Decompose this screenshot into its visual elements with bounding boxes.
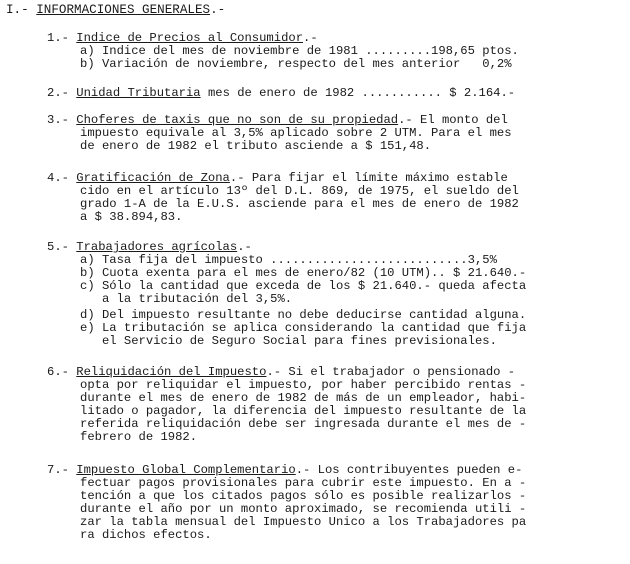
item-title-tail: mes de enero de 1982 ........... $ 2.164.- [200,86,516,100]
item-number: 2.- [47,86,69,100]
item-5-line-c-cont: a la tributación del 3,5%. [80,292,293,306]
item-title-tail: .- El monto del [398,113,508,127]
heading-title: INFORMACIONES GENERALES [36,3,211,17]
item-7-line: zar la tabla mensual del Impuesto Unico a los Trabajadores pa [80,515,527,529]
item-6-line: litado o pagador, la diferencia del impuesto resultante de la [80,404,527,418]
item-title: Impuesto Global Complementario [76,463,296,477]
item-5-line-b: b) Cuota exenta para el mes de enero/82 (10 UTM).. $ 21.640.- [80,266,527,280]
item-number: 4.- [47,171,69,185]
item-5-line-a: a) Tasa fija del impuesto ...........................3,5% [80,253,497,267]
item-title-tail: .- Para fijar el límite máximo estable [229,171,508,185]
item-number: 3.- [47,113,69,127]
item-3-line: de enero de 1982 el tributo asciende a $ 151,48. [80,139,432,153]
item-5-line-d: d) Del impuesto resultante no debe deducirse cantidad alguna. [80,308,527,322]
item-title: Choferes de taxis que no son de su propiedad [76,113,399,127]
item-6-line: febrero de 1982. [80,430,198,444]
item-4-line: a $ 38.894,83. [80,210,183,224]
item-7-line: fectuar pagos provisionales para cubrir este impuesto. En a - [80,476,527,490]
item-title: Trabajadores agrícolas [76,240,238,254]
item-3-line: impuesto equivale al 3,5% aplicado sobre 2 UTM. Para el mes [80,126,512,140]
item-number: 5.- [47,240,69,254]
item-title: Unidad Tributaria [76,86,201,100]
item-title: Reliquidación del Impuesto [76,365,267,379]
item-4-line: grado 1-A de la E.U.S. asciende para el mes de enero de 1982 [80,197,519,211]
item-6-line: opta por reliquidar el impuesto, por haber percibido rentas - [80,378,527,392]
item-title: Indice de Precios al Consumidor [76,31,304,45]
item-7-line: ra dichos efectos. [80,528,212,542]
section-heading [6,3,225,17]
heading-tail: .- [210,3,226,17]
item-5-line-e-cont: el Servicio de Seguro Social para fines previsionales. [80,334,497,348]
item-title-tail: .- Si el trabajador o pensionado - [266,365,516,379]
item-1-line-b: b) Variación de noviembre, respecto del mes anterior 0,2% [80,57,512,71]
item-5-line-c: c) Sólo la cantidad que exceda de los $ 21.640.- queda afecta [80,279,527,293]
item-title-tail: .- [237,240,252,254]
item-7-line: tención a que los citados pagos sólo es posible realizarlos - [80,489,527,503]
item-4-line: cido en el artículo 13º del D.L. 869, de 1975, el sueldo del [80,184,519,198]
item-title: Gratificación de Zona [76,171,230,185]
item-1-line-a: a) Indice del mes de noviembre de 1981 .........198,65 ptos. [80,44,519,58]
heading-numeral: I.- [6,3,29,17]
item-6-line: durante el mes de enero de 1982 de más de un empleador, habi- [80,391,527,405]
item-7-line: durante el año por un monto aproximado, se recomienda utili - [80,502,527,516]
item-6-line: referida reliquidación debe ser ingresada durante el mes de - [80,417,527,431]
item-number: 1.- [47,31,69,45]
item-title-tail: .- Los contribuyentes pueden e- [295,463,523,477]
item-number: 7.- [47,463,69,477]
item-2-title-line [47,86,515,100]
item-title-tail: .- [303,31,318,45]
item-5-line-e: e) La tributación se aplica considerando la cantidad que fija [80,321,527,335]
item-number: 6.- [47,365,69,379]
